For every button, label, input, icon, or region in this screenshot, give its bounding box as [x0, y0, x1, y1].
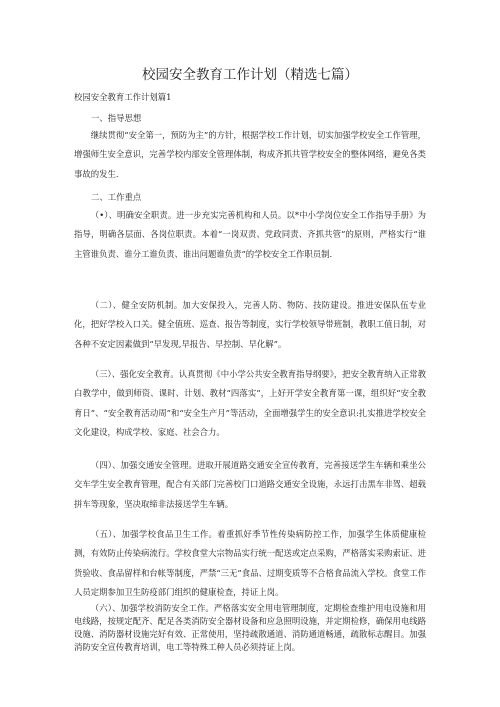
paragraph-security: （二）、健全安防机制。加大安保投入，完善人防、物防、技防建设。推进安保队伍专业化，把好学校入口关。健全值班、巡查、报告等制度，实行学校领导带班制，教职工值日制，对各种不安定因素做到“早发现,早报告、早控制、早化解”。: [74, 300, 426, 349]
paragraph-education: （三）、强化安全教育。认真贯彻《中小学公共安全教育指导纲要》，把安全教育纳入正常教白教学中，做到师资、课时、计划、教材“四落实”，上好开学安全教育第一课，组织好“安全教育日”、“安全教育活动周”和“安全生产月”等活动，全面增强学生的安全意识:扎实推进学校安全文化建设，构成学校、家庭、社会合力。: [74, 369, 426, 438]
paragraph-traffic: （四）、加强交通安全管理。进取开展道路交通安全宣传教育，完善接送学生车辆和乘坐公交车学生安全教育管理，配合有关部门完善校门口道路交通安全设施，永远打击黑车非驾、超载拼车等现象，坚决取缔非法接送学生车辆。: [74, 460, 426, 509]
document-title: 校园安全教育工作计划（精选七篇）: [142, 67, 358, 83]
paragraph-duties: （•）、明确安全职责。进一步充实完善机构和人员。以*中小学岗位安全工作指导手册》为指导，明确各层面、各岗位职责。本着“一岗双责、党政同责、齐抓共管”的原则，严格实行“谁主管谁负责、谁分工谁负责、谁出问题谁负责”的学校安全工作职员制.: [74, 210, 426, 259]
section-heading-guiding: 一、指导思想: [91, 113, 142, 123]
section-heading-focus: 二、工作重点: [91, 192, 142, 202]
paragraph-food: （五）、加强学校食品卫生工作。着重抓好季节性传染病防控工作，加强学生体质健康检测，有效防止传染病流行。学校食堂大宗物品实行统一配送或定点采购，严格落实采购索证、进货验收、食品留样和台帐等制度，严禁“三无”食品、过期变质等不合格食品流入学校。食堂工作人员定期参加卫生防疫部门组织的健康检查，持证上岗。: [74, 529, 426, 598]
paragraph-guiding: 继续贯彻“安全第一，预防为主”的方针，根据学校工作计划，切实加强学校安全工作管理，增强师生安全意识，完善学校内部安全管理体制，构成齐抓共管学校安全的整体网络，避免各类事故的发生.: [74, 130, 426, 179]
document-subtitle: 校园安全教育工作计划篇1: [74, 92, 172, 102]
paragraph-fire: （六）、加强学校消防安全工作。严格落实安全用电管理制度，定期检查维护用电设施和用电线路，按规定配齐、配足各类消防安全器材设备和应急照明设施，并定期检修，确保用电线路设施、消防器材设施完好有效、正常使用，坚持疏散通道、消防通道畅通，疏散标志醒目。加强消防安全宣传教育培训，电工等特殊工种人员必须持证上岗。: [74, 603, 426, 652]
